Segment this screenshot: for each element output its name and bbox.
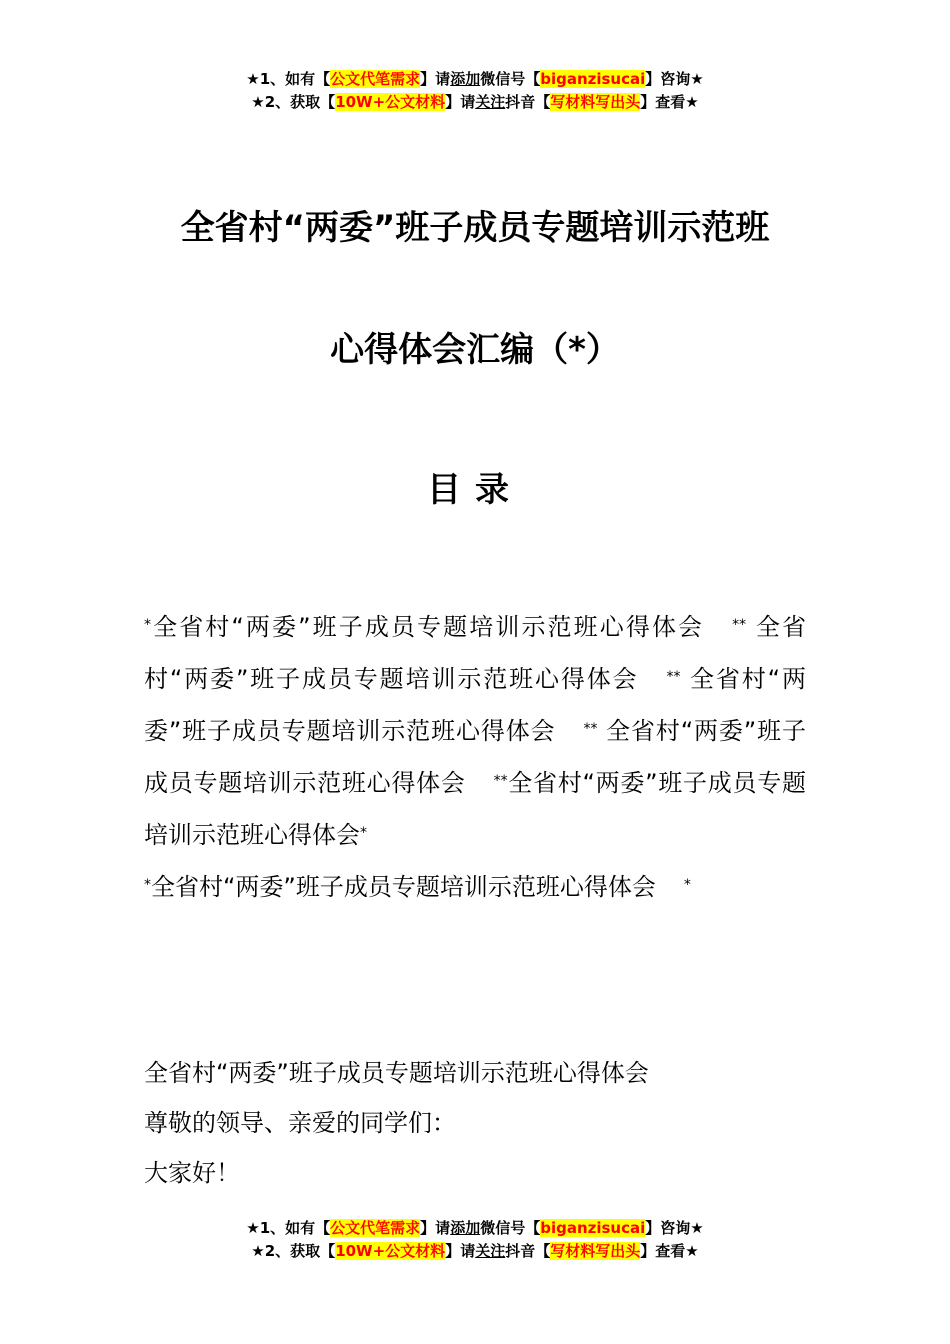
highlight-wechat-id: biganzisucai xyxy=(540,1219,646,1237)
highlight-douyin-account: 写材料写出头 xyxy=(550,93,641,111)
document-title-line-2: 心得体会汇编（*） xyxy=(330,330,620,370)
toc-heading: 目录 xyxy=(427,470,523,510)
body-title: 全省村“两委”班子成员专题培训示范班心得体会 xyxy=(144,1059,649,1087)
toc-item[interactable]: * 全省村“两委”班子成员专题培训示范班心得体会 * xyxy=(144,717,806,797)
document-title-line-1: 全省村“两委”班子成员专题培训示范班 xyxy=(180,208,770,248)
greeting: 大家好！ xyxy=(144,1159,240,1187)
toc-item[interactable]: *全省村“两委”班子成员专题培训示范班心得体会 * xyxy=(144,613,740,641)
table-of-contents xyxy=(144,600,806,912)
toc-block xyxy=(144,860,806,912)
highlight-douyin-account: 写材料写出头 xyxy=(550,1242,641,1260)
toc-item[interactable]: *全省村“两委”班子成员专题培训示范班心得体会 * xyxy=(144,873,691,901)
highlight-service: 公文代笔需求 xyxy=(330,1219,421,1237)
toc-item[interactable]: * 全省村“两委”班子成员专题培训示范班心得体会 * xyxy=(144,665,806,745)
banner-line-1: ★1、如有【公文代笔需求】请添加微信号【biganzisucai】咨询★ xyxy=(246,70,704,88)
toc-block xyxy=(144,600,806,860)
header-banner xyxy=(0,68,950,114)
toc-item[interactable]: * 全省村“两委”班子成员专题培训示范班心得体会 * xyxy=(144,613,806,693)
highlight-materials: 10W+公文材料 xyxy=(335,93,446,111)
banner-line-2: ★2、获取【10W+公文材料】请关注抖音【写材料写出头】查看★ xyxy=(251,1242,699,1260)
highlight-service: 公文代笔需求 xyxy=(330,70,421,88)
highlight-materials: 10W+公文材料 xyxy=(335,1242,446,1260)
footer-banner xyxy=(0,1217,950,1263)
highlight-wechat-id: biganzisucai xyxy=(540,70,646,88)
document-body xyxy=(144,1048,806,1198)
banner-line-1: ★1、如有【公文代笔需求】请添加微信号【biganzisucai】咨询★ xyxy=(246,1219,704,1237)
salutation: 尊敬的领导、亲爱的同学们： xyxy=(144,1109,456,1137)
toc-item[interactable]: *全省村“两委”班子成员专题培训示范班心得体会* xyxy=(144,769,806,849)
banner-line-2: ★2、获取【10W+公文材料】请关注抖音【写材料写出头】查看★ xyxy=(251,93,699,111)
